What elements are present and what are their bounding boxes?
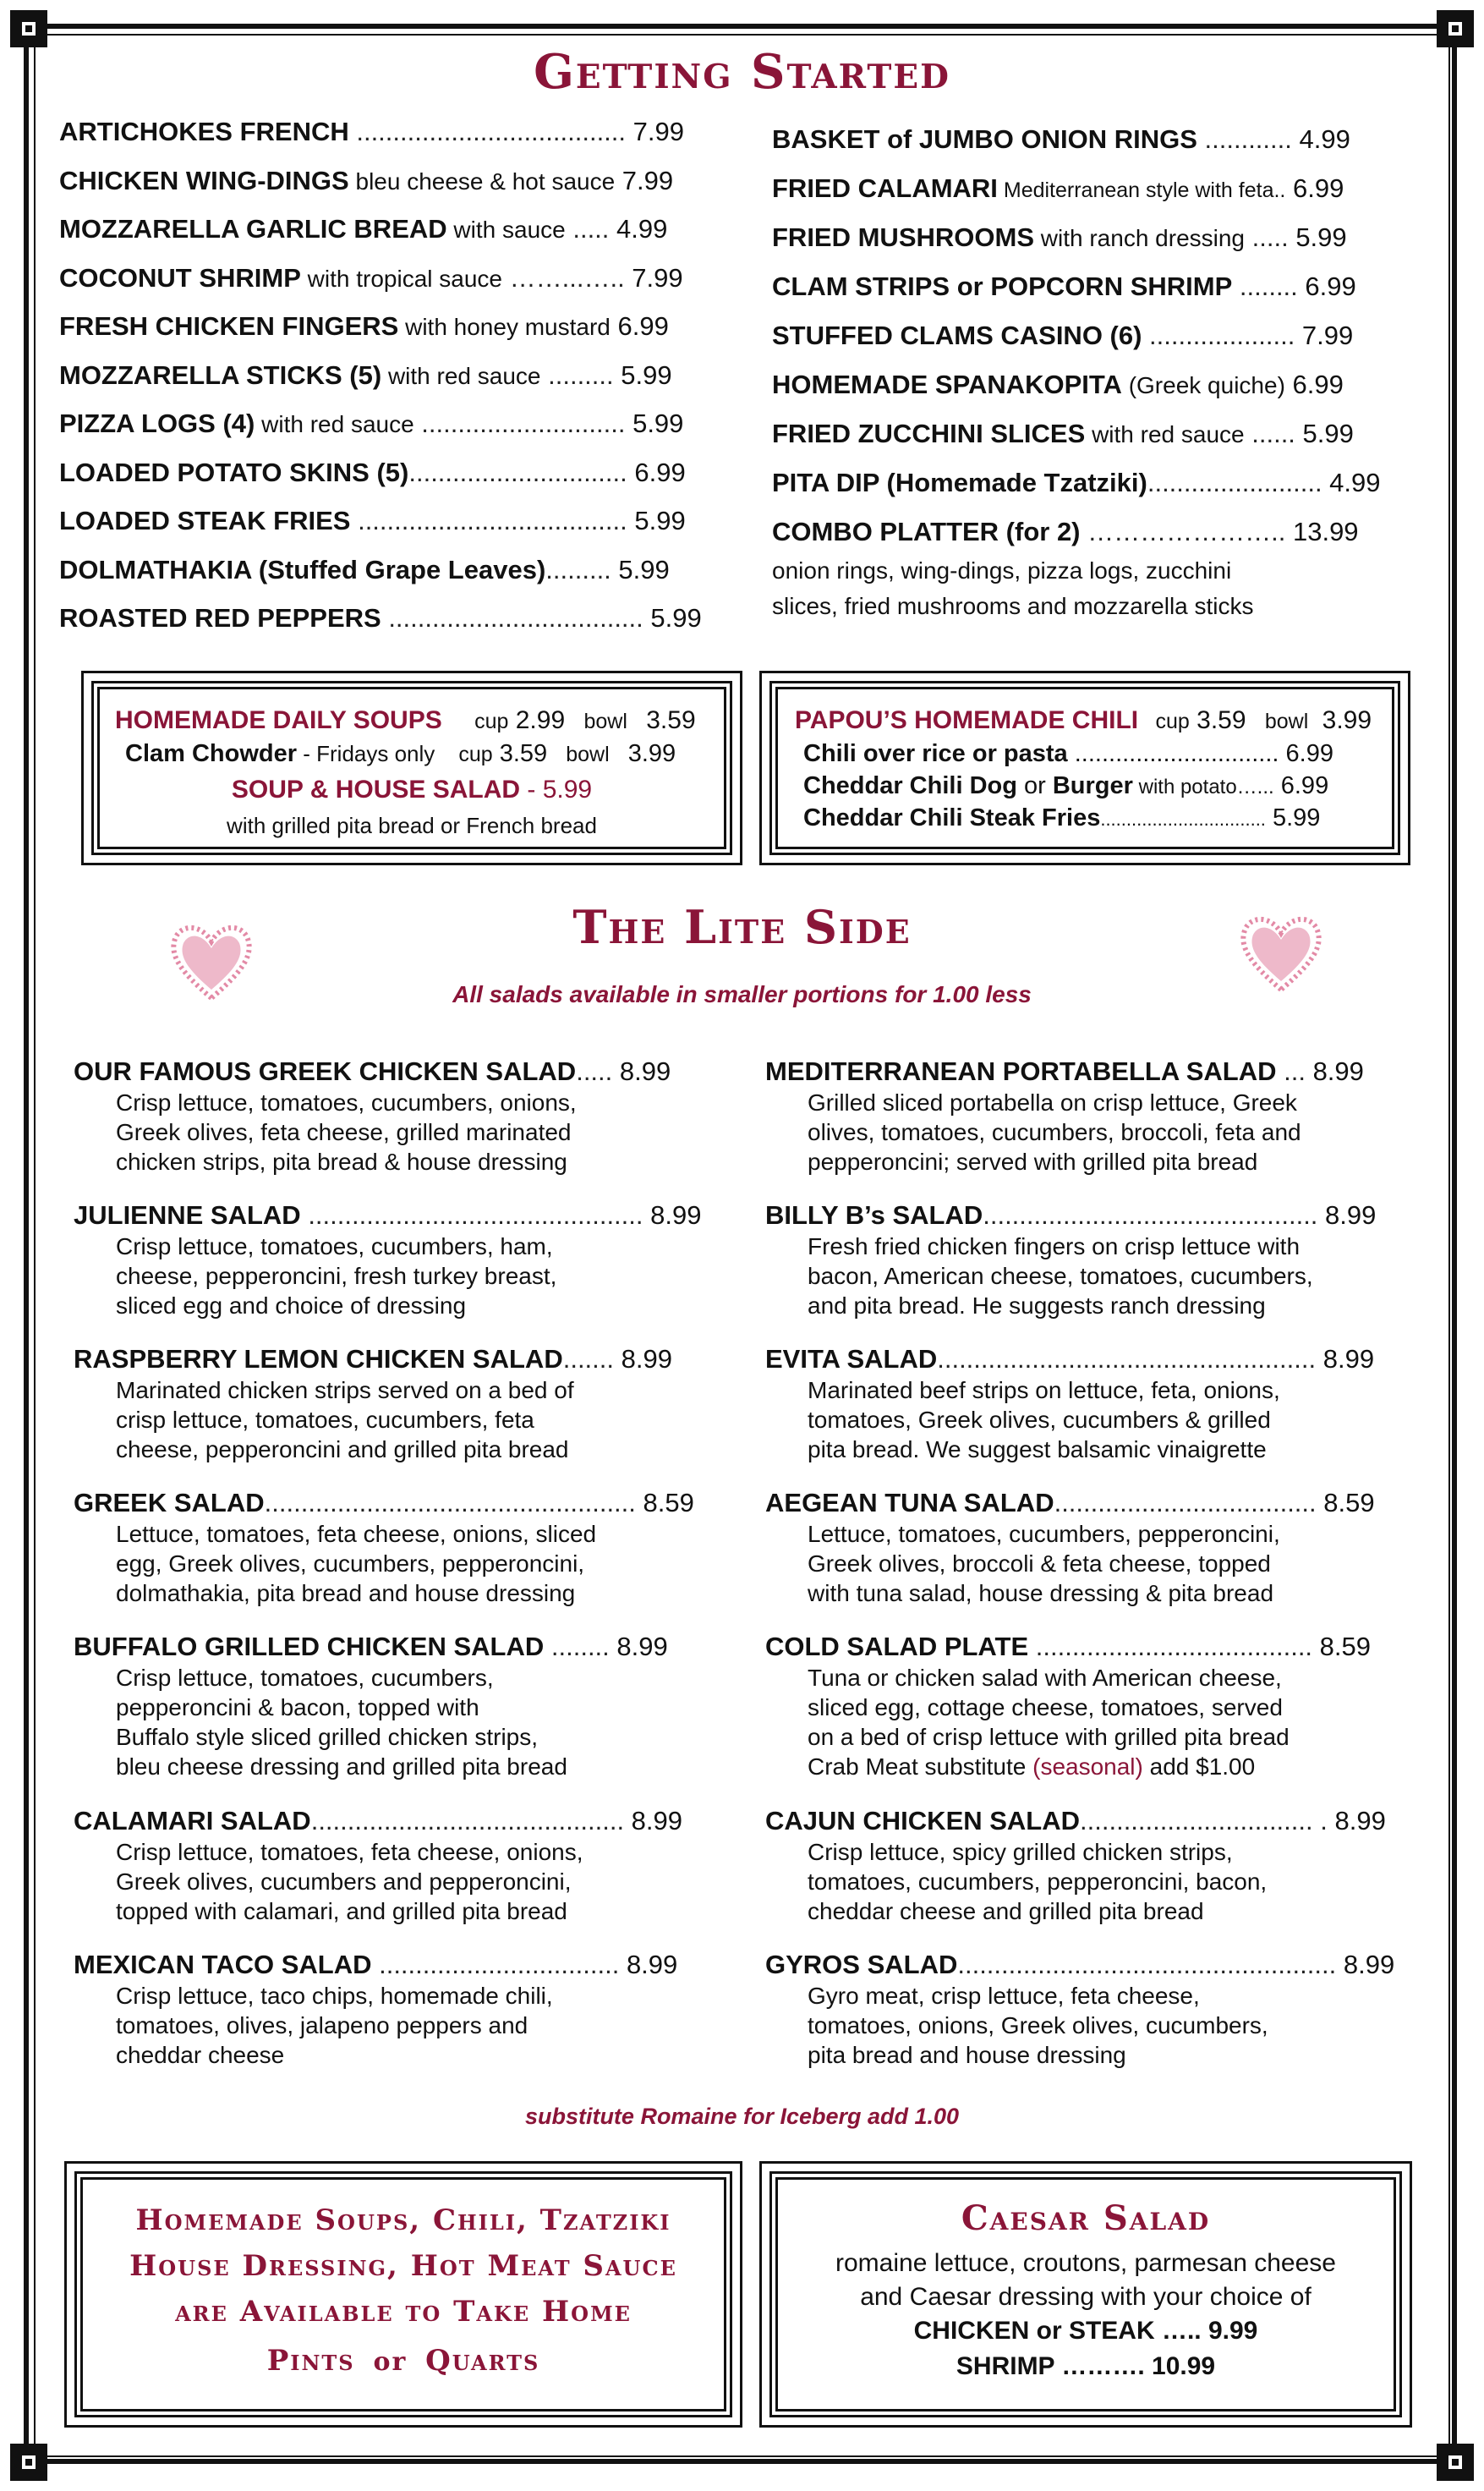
dot-leader: .............................. [408, 457, 627, 487]
salad-description: crisp lettuce, tomatoes, cucumbers, feta [116, 1407, 534, 1433]
takehome-box [74, 2171, 732, 2417]
salad-price: 8.59 [1316, 1488, 1375, 1517]
salad-item [74, 1631, 668, 1663]
caesar-line-4: SHRIMP ………. 10.99 [956, 2352, 1216, 2380]
chili-item-name: Chili over rice or pasta [803, 740, 1068, 767]
dot-leader: ………………….. [1080, 517, 1286, 546]
menu-item-price: 5.99 [1288, 222, 1347, 252]
salad-name: GYROS SALAD [765, 1950, 958, 1979]
salad-price: 8.99 [612, 1056, 671, 1086]
salad-description: Crisp lettuce, tomatoes, cucumbers, ham, [116, 1233, 553, 1259]
takehome-line-1: Homemade Soups, Chili, Tzatziki [135, 2203, 671, 2237]
chili-box [769, 681, 1400, 855]
menu-item [59, 408, 683, 441]
chowder-cup-price: 3.59 [499, 740, 548, 767]
salad-description: chicken strips, pita bread & house dressing [116, 1149, 567, 1175]
salad-description: sliced egg and choice of dressing [116, 1292, 467, 1319]
salad-item [765, 1631, 1371, 1663]
menu-item [772, 516, 1359, 548]
salad-item [765, 1805, 1386, 1837]
salad-item [74, 1805, 682, 1837]
cup-label: cup [474, 710, 509, 733]
dot-leader [1285, 370, 1293, 399]
dot-leader: ......... [545, 554, 611, 584]
menu-item [59, 116, 684, 148]
salad-description: Crisp lettuce, tomatoes, cucumbers, onions, [116, 1089, 577, 1116]
salad-description: on a bed of crisp lettuce with grilled pita bread [808, 1724, 1290, 1750]
salad-description: Lettuce, tomatoes, cucumbers, pepperoncini, [808, 1521, 1280, 1547]
salad-item [74, 1056, 671, 1088]
menu-item-price: 5.99 [613, 359, 672, 390]
dot-leader: ................................. [371, 1950, 620, 1979]
menu-item [772, 271, 1356, 303]
salad-description: pita bread and house dressing [808, 2042, 1126, 2068]
menu-item-price: 6.99 [1293, 173, 1344, 203]
menu-item [59, 213, 667, 246]
menu-item-price: 7.99 [1295, 321, 1354, 350]
salad-description: and pita bread. He suggests ranch dressing [808, 1292, 1266, 1319]
menu-item-price: 5.99 [611, 554, 670, 584]
salad-description: pepperoncini; served with grilled pita bread [808, 1149, 1258, 1175]
menu-item-desc: with honey mustard [398, 314, 611, 340]
soup-house-salad-price: - 5.99 [520, 776, 593, 804]
pints-label: Pints [266, 2344, 355, 2378]
menu-item-price: 5.99 [643, 603, 702, 633]
menu-item-price: 7.99 [624, 262, 683, 293]
salad-name: COLD SALAD PLATE [765, 1632, 1029, 1661]
dot-leader: .............................................. [300, 1200, 643, 1230]
menu-item-name: MOZZARELLA GARLIC BREAD [59, 214, 447, 244]
menu-item-name: PITA DIP (Homemade Tzatziki) [772, 468, 1147, 497]
menu-item-name: CHICKEN WING-DINGS [59, 165, 349, 195]
menu-item-price: 4.99 [609, 214, 668, 244]
salad-price: 8.99 [1305, 1056, 1364, 1086]
dot-leader: ... [1276, 1056, 1306, 1086]
salad-description: bleu cheese dressing and grilled pita bread [116, 1753, 567, 1780]
salad-name: CAJUN CHICKEN SALAD [765, 1806, 1081, 1835]
salad-description: Greek olives, broccoli & feta cheese, topped [808, 1550, 1271, 1577]
dot-leader: .............................................. [983, 1200, 1318, 1230]
dot-leader: .................................... [1054, 1488, 1317, 1517]
menu-item [772, 418, 1354, 451]
menu-item-name: ARTICHOKES FRENCH [59, 117, 349, 146]
chowder-bowl-price: 3.99 [627, 740, 676, 767]
menu-item-desc: (Greek quiche) [1121, 372, 1285, 398]
chili-item-price: 6.99 [1285, 740, 1333, 767]
menu-item-price: 6.99 [617, 311, 669, 341]
chili-item-price: 6.99 [1280, 772, 1329, 799]
menu-item [772, 123, 1350, 156]
salad-description: Fresh fried chicken fingers on crisp lettuce with [808, 1233, 1301, 1259]
chili-item-price: 5.99 [1272, 804, 1321, 831]
dot-leader: ....... [562, 1344, 615, 1374]
salad-price: 8.99 [614, 1344, 672, 1374]
section-title-lite-side: The Lite Side [572, 900, 912, 954]
menu-item-name: BASKET of JUMBO ONION RINGS [772, 124, 1197, 154]
menu-item-name: FRESH CHICKEN FINGERS [59, 311, 399, 341]
clam-chowder-label: Clam Chowder [125, 740, 298, 767]
clam-chowder-note: - Fridays only [297, 741, 435, 766]
dot-leader: ................................ . [1080, 1806, 1328, 1835]
salad-description: topped with calamari, and grilled pita bread [116, 1898, 567, 1924]
salad-description: cheese, pepperoncini and grilled pita bread [116, 1436, 569, 1462]
menu-item-desc: bleu cheese & hot sauce [348, 167, 616, 195]
dot-leader: ........................................... [310, 1806, 625, 1835]
chili-item-name: Burger [1052, 772, 1133, 799]
chili-bowl-price: 3.99 [1322, 706, 1372, 734]
menu-item-price: 4.99 [1291, 124, 1350, 154]
dot-leader: ..... [576, 1056, 613, 1086]
dot-leader: ................................ [1100, 809, 1266, 830]
menu-item [772, 222, 1347, 255]
dot-leader: ................................................... [264, 1488, 636, 1517]
salad-item [765, 1199, 1376, 1232]
salad-price: 8.59 [635, 1488, 694, 1517]
salad-price: 8.99 [1327, 1806, 1386, 1835]
salad-description: Greek olives, feta cheese, grilled marinated [116, 1119, 572, 1145]
salad-item [74, 1949, 677, 1981]
corner-ornament [1437, 10, 1474, 47]
menu-item-desc: with red sauce [1085, 421, 1245, 447]
salad-name: MEDITERRANEAN PORTABELLA SALAD [765, 1056, 1277, 1086]
dot-leader: ................................... [381, 603, 643, 633]
section-title-getting-started: Getting Started [534, 44, 950, 100]
menu-item [59, 602, 702, 634]
menu-item-price: 13.99 [1285, 517, 1359, 546]
menu-item [59, 262, 683, 295]
menu-item-name: ROASTED RED PEPPERS [59, 603, 381, 633]
salad-description: olives, tomatoes, cucumbers, broccoli, feta and [808, 1119, 1301, 1145]
dot-leader: .................... [1142, 321, 1295, 350]
salad-description: Crisp lettuce, tomatoes, feta cheese, onions, [116, 1839, 583, 1865]
salad-description: cheese, pepperoncini, fresh turkey breast, [116, 1263, 557, 1289]
menu-item-name: STUFFED CLAMS CASINO (6) [772, 321, 1142, 350]
salad-price: 8.99 [1317, 1200, 1377, 1230]
salad-description: Crisp lettuce, spicy grilled chicken strips, [808, 1839, 1233, 1865]
salad-price: 8.99 [609, 1632, 668, 1661]
soup-house-salad: SOUP & HOUSE SALAD [231, 776, 521, 804]
salad-extra-text: add $1.00 [1142, 1753, 1256, 1780]
salad-description: Buffalo style sliced grilled chicken strips, [116, 1724, 539, 1750]
menu-item [59, 554, 670, 586]
bowl-label: bowl [583, 710, 627, 733]
menu-item [59, 457, 686, 489]
dot-leader: ..... [1245, 222, 1289, 252]
soups-title: HOMEMADE DAILY SOUPS [115, 706, 442, 734]
menu-item [772, 467, 1381, 499]
salad-description: tomatoes, cucumbers, pepperoncini, bacon, [808, 1868, 1268, 1895]
or-label: or [373, 2347, 408, 2377]
salad-description: Tuna or chicken salad with American cheese, [808, 1665, 1282, 1691]
chili-or: or [1016, 772, 1053, 799]
menu-item-price: 6.99 [627, 457, 686, 487]
menu-item-price: 6.99 [1297, 272, 1356, 301]
salad-name: GREEK SALAD [74, 1488, 265, 1517]
dot-leader: ........ [544, 1632, 610, 1661]
menu-item-price: 4.99 [1322, 468, 1381, 497]
dot-leader: .................................................... [937, 1344, 1317, 1374]
caesar-title: Caesar Salad [961, 2198, 1211, 2238]
salad-price: 8.99 [1336, 1950, 1395, 1979]
salad-name: MEXICAN TACO SALAD [74, 1950, 372, 1979]
dot-leader: ...... [1244, 419, 1295, 448]
dot-leader: ..... [565, 214, 610, 244]
salad-item [765, 1487, 1375, 1519]
chili-title: PAPOU’S HOMEMADE CHILI [795, 706, 1139, 734]
soup-bowl-price: 3.59 [646, 706, 696, 734]
salad-description: tomatoes, Greek olives, cucumbers & grilled [808, 1407, 1271, 1433]
menu-item-name: COCONUT SHRIMP [59, 262, 301, 293]
takehome-line-2: House Dressing, Hot Meat Sauce [129, 2249, 677, 2283]
menu-item-desc: with sauce [446, 217, 566, 243]
salad-description: Lettuce, tomatoes, feta cheese, onions, sliced [116, 1521, 597, 1547]
soup-salad-note: with grilled pita bread or French bread [227, 813, 597, 838]
corner-ornament [1437, 2444, 1474, 2481]
salad-price: 8.99 [619, 1950, 678, 1979]
salad-price: 8.99 [624, 1806, 683, 1835]
menu-item-price: 6.99 [1292, 370, 1344, 399]
dot-leader: ............................ [413, 409, 626, 438]
salad-price: 8.99 [1316, 1344, 1375, 1374]
salad-description: Crisp lettuce, taco chips, homemade chili, [116, 1983, 553, 2009]
menu-item-price: 7.99 [615, 165, 674, 195]
dot-leader [611, 311, 618, 341]
caesar-line-3: CHICKEN or STEAK ….. 9.99 [913, 2317, 1258, 2345]
salad-name: BILLY B’s SALAD [765, 1200, 983, 1230]
quarts-label: Quarts [425, 2344, 540, 2378]
salad-description: sliced egg, cottage cheese, tomatoes, served [808, 1694, 1283, 1720]
salad-name: EVITA SALAD [765, 1344, 938, 1374]
cup-label: cup [1155, 710, 1190, 733]
salad-description: egg, Greek olives, cucumbers, pepperoncini, [116, 1550, 585, 1577]
menu-item-name: COMBO PLATTER (for 2) [772, 517, 1081, 546]
dot-leader: .................................................... [957, 1950, 1337, 1979]
salad-item [765, 1343, 1374, 1375]
cup-label: cup [458, 743, 493, 766]
caesar-box [769, 2171, 1402, 2417]
salad-description: Grilled sliced portabella on crisp lettuce, Greek [808, 1089, 1297, 1116]
salad-price: 8.59 [1312, 1632, 1371, 1661]
salad-description: Gyro meat, crisp lettuce, feta cheese, [808, 1983, 1200, 2009]
salad-description: Crisp lettuce, tomatoes, cucumbers, [116, 1665, 494, 1691]
dot-leader: ..................................... [350, 506, 627, 535]
soups-box [91, 681, 732, 855]
salad-description: with tuna salad, house dressing & pita bread [808, 1580, 1274, 1606]
menu-item-price: 7.99 [626, 117, 684, 146]
dot-leader: ……...….. [502, 262, 625, 293]
dot-leader: ......... [540, 359, 614, 390]
menu-item-name: PIZZA LOGS (4) [59, 409, 255, 438]
salad-price: 8.99 [643, 1200, 702, 1230]
dot-leader: ...................................... [1028, 1632, 1313, 1661]
romaine-note: substitute Romaine for Iceberg add 1.00 [524, 2104, 960, 2129]
salad-name: JULIENNE SALAD [74, 1200, 301, 1230]
chili-item-name: Cheddar Chili Steak Fries [803, 804, 1101, 831]
bowl-label: bowl [1264, 710, 1309, 733]
menu-item-name: HOMEMADE SPANAKOPITA [772, 370, 1122, 399]
salad-description: tomatoes, olives, jalapeno peppers and [116, 2012, 528, 2038]
dot-leader: ........ [1232, 272, 1298, 301]
salad-item [74, 1343, 672, 1375]
salad-name: CALAMARI SALAD [74, 1806, 311, 1835]
menu-item [772, 369, 1344, 402]
corner-ornament [10, 10, 47, 47]
salad-description: Greek olives, cucumbers and pepperoncini, [116, 1868, 572, 1895]
menu-item [772, 173, 1344, 206]
menu-item-desc: with tropical sauce [300, 265, 502, 292]
menu-item-name: DOLMATHAKIA (Stuffed Grape Leaves) [59, 554, 546, 584]
menu-item [59, 359, 672, 392]
menu-item-name: FRIED MUSHROOMS [772, 222, 1034, 252]
salad-item [74, 1487, 694, 1519]
salad-extra [808, 1752, 1255, 1781]
salad-description: tomatoes, onions, Greek olives, cucumbers, [808, 2012, 1268, 2038]
menu-item-name: LOADED POTATO SKINS (5) [59, 457, 409, 487]
menu-item-desc: with red sauce [255, 411, 414, 437]
menu-item-name: FRIED ZUCCHINI SLICES [772, 419, 1086, 448]
menu-item [772, 320, 1353, 352]
caesar-line-2: and Caesar dressing with your choice of [860, 2283, 1312, 2311]
menu-item-name: CLAM STRIPS or POPCORN SHRIMP [772, 272, 1233, 301]
salad-name: AEGEAN TUNA SALAD [765, 1488, 1054, 1517]
salad-item [74, 1199, 701, 1232]
caesar-line-1: romaine lettuce, croutons, parmesan cheese [835, 2249, 1336, 2277]
dot-leader: .............................. [1067, 740, 1279, 767]
salad-description: pita bread. We suggest balsamic vinaigrette [808, 1436, 1267, 1462]
menu-item-name: MOZZARELLA STICKS (5) [59, 359, 382, 390]
salad-extra-text: Crab Meat substitute [808, 1753, 1033, 1780]
salad-name: RASPBERRY LEMON CHICKEN SALAD [74, 1344, 563, 1374]
chili-item-name: Cheddar Chili Dog [803, 772, 1017, 799]
menu-item-name: FRIED CALAMARI [772, 173, 998, 203]
menu-item-price: 5.99 [627, 506, 686, 535]
menu-item-desc: with ranch dressing [1034, 225, 1246, 251]
chili-cup-price: 3.59 [1197, 706, 1246, 734]
dot-leader: ............ [1197, 124, 1292, 154]
salad-description: bacon, American cheese, tomatoes, cucumbers, [808, 1263, 1313, 1289]
dot-leader: ........................ [1147, 468, 1322, 497]
menu-item-price: 5.99 [625, 409, 684, 438]
salad-description: dolmathakia, pita bread and house dressing [116, 1580, 576, 1606]
corner-ornament [10, 2444, 47, 2481]
menu-item-name: LOADED STEAK FRIES [59, 506, 351, 535]
chili-item-desc: with potato…... [1132, 776, 1274, 798]
combo-description-1: onion rings, wing-dings, pizza logs, zucchini [772, 557, 1232, 584]
bowl-label: bowl [566, 743, 610, 766]
salad-description: pepperoncini & bacon, topped with [116, 1694, 479, 1720]
lite-side-subtitle: All salads available in smaller portions for 1.00 less [452, 981, 1032, 1007]
salad-description: Marinated chicken strips served on a bed of [116, 1377, 574, 1403]
combo-description-2: slices, fried mushrooms and mozzarella sticks [772, 593, 1254, 619]
salad-description: cheddar cheese and grilled pita bread [808, 1898, 1204, 1924]
takehome-line-3: are Available to Take Home [175, 2295, 632, 2329]
salad-name: BUFFALO GRILLED CHICKEN SALAD [74, 1632, 545, 1661]
menu-item [59, 165, 673, 198]
salad-description: Marinated beef strips on lettuce, feta, onions, [808, 1377, 1280, 1403]
salad-item [765, 1949, 1394, 1981]
salad-extra-seasonal: (seasonal) [1032, 1753, 1143, 1780]
dot-leader: ..................................... [348, 117, 627, 146]
menu-item-price: 5.99 [1295, 419, 1354, 448]
soup-cup-price: 2.99 [515, 706, 566, 734]
menu-item [59, 310, 669, 343]
menu-item-desc: Mediterranean style with feta.. [997, 178, 1286, 202]
menu-item-desc: with red sauce [381, 362, 541, 389]
salad-description: cheddar cheese [116, 2042, 285, 2068]
salad-item [765, 1056, 1364, 1088]
salad-name: OUR FAMOUS GREEK CHICKEN SALAD [74, 1056, 577, 1086]
dot-leader [1285, 173, 1293, 203]
menu-item [59, 505, 686, 537]
